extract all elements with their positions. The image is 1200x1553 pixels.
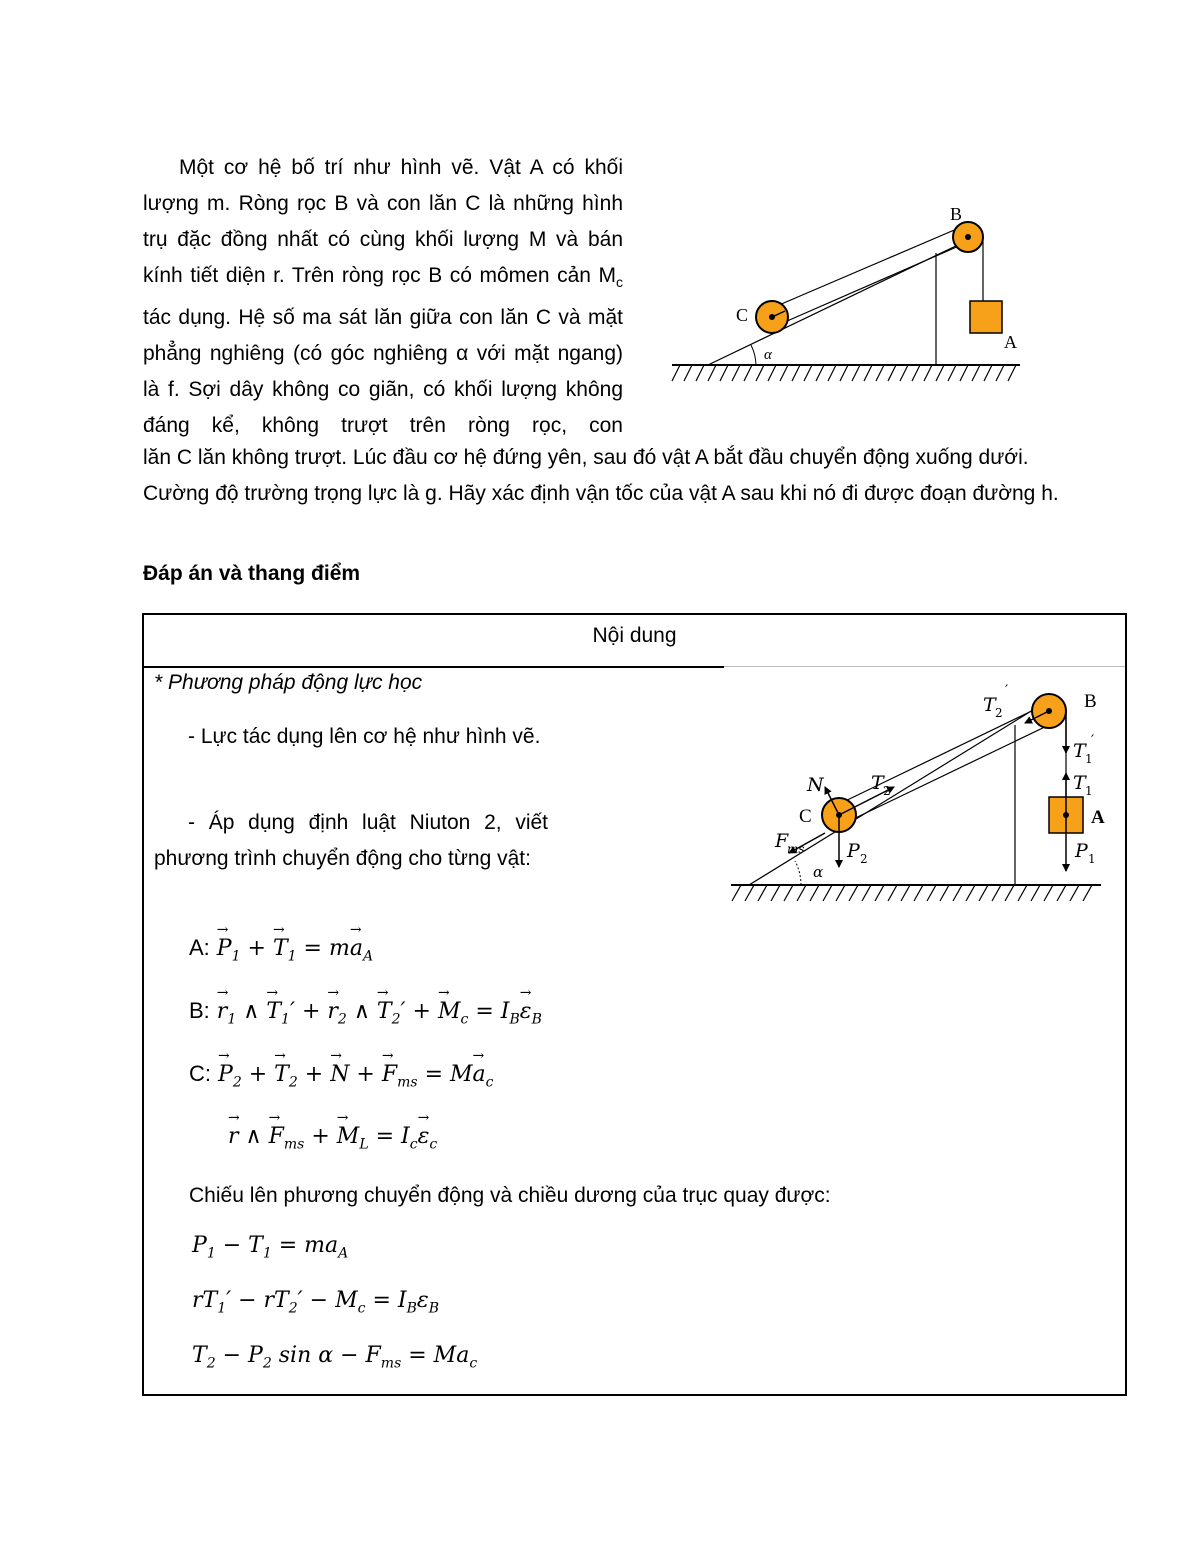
scalar-equation-b: $rT_1' - rT_2' - M_c = I_B\varepsilon_B$ (192, 1288, 439, 1317)
label-b: B (1084, 691, 1097, 712)
projection-text: Chiếu lên phương chuyển động và chiều dương của trục quay được: (189, 1184, 831, 1207)
label-p2: P (847, 840, 860, 862)
svg-text:ms: ms (787, 842, 805, 856)
rope-lower (778, 242, 968, 325)
svg-text:1: 1 (1088, 852, 1096, 866)
equation-a-label: A: (189, 935, 210, 960)
svg-text:1: 1 (1085, 784, 1093, 798)
force-diagram (729, 675, 1109, 910)
answer-heading: Đáp án và thang điểm (143, 562, 361, 585)
block-a (970, 301, 1002, 333)
label-a: A (1004, 332, 1017, 352)
equation-b-label: B: (189, 998, 210, 1023)
scalar-equation-c: $T_2 - P_2$ $\sin \alpha - F_{ms} = Ma_c$ (192, 1343, 478, 1372)
svg-text:1: 1 (1085, 752, 1093, 766)
scalar-equation-a: $P_1 - T_1 = ma_A$ (192, 1233, 349, 1262)
label-alpha: α (764, 347, 772, 363)
label-t1: T (1073, 772, 1086, 794)
incline-surface (749, 705, 1041, 885)
svg-text:′: ′ (1091, 733, 1095, 749)
label-p1: P (1075, 840, 1088, 862)
svg-text:′: ′ (1005, 683, 1009, 699)
equation-b: B: → $r_1$ ∧ → $T_1'$ + → $r_2$ ∧ → $T_2'$ + → $M_c = I_B\to \varepsilon_B$ (189, 998, 542, 1027)
angle-arc (751, 345, 756, 365)
table-header: Nội dung (592, 624, 677, 647)
equation-c-label: C: (189, 1061, 211, 1086)
problem-text-continued (143, 440, 1063, 512)
svg-text:2: 2 (995, 706, 1003, 720)
rope-upper (837, 705, 1044, 805)
label-n: N (807, 774, 824, 796)
answer-table (142, 613, 1127, 1396)
step-forces: - Lực tác dụng lên cơ hệ như hình vẽ. (188, 725, 541, 748)
label-alpha: α (813, 863, 824, 881)
mechanism-figure (670, 195, 1030, 405)
label-t2-prime: T (983, 694, 996, 716)
problem-line1: Một cơ hệ bố trí như hình vẽ. Vật A có khối lượng m. Ròng rọc B và con lăn C là những hình trụ đặc đồng nhất có cùng khối lượng M và bán kính tiết diện r. Trên ròng rọc B có mômen cản M (143, 156, 623, 287)
svg-text:2: 2 (860, 852, 868, 866)
problem-line3: lăn C lăn không trượt. Lúc đầu cơ hệ đứng yên, sau đó vật A bắt đầu chuyển động xuống dưới. Cường độ trường trọng lực là g. Hãy xác định vận tốc của vật A sau khi nó đi được đoạn đường h. (143, 446, 1059, 505)
equation-c-rotation: → r ∧ → $F_{ms}$ + → $M_L = I_c\to \varepsilon_c$ (228, 1124, 437, 1152)
problem-line2: tác dụng. Hệ số ma sát lăn giữa con lăn C và mặt phẳng nghiêng (có góc nghiêng α với mặt ngang) là f. Sợi dây không co giãn, có khối lượng không đáng kể, không trượt trên ròng rọc, con (143, 306, 623, 438)
equation-a: A: → $P_1$ + → $T_1 = m\to a_A$ (189, 935, 373, 964)
step-newton: - Áp dụng định luật Niuton 2, viết phương trình chuyển động cho từng vật: (154, 811, 548, 870)
label-b: B (950, 204, 963, 224)
label-c: C (736, 305, 749, 325)
label-a: A (1091, 807, 1105, 828)
svg-text:2: 2 (883, 784, 891, 798)
label-t2: T (871, 772, 884, 794)
label-fms: F (775, 830, 789, 852)
equation-c: C: → $P_2$ + → $T_2$ + → N + → $F_{ms} = M\to a_c$ (189, 1061, 494, 1090)
problem-text (143, 150, 623, 444)
ground-hatch (672, 365, 1016, 381)
rope-upper (772, 225, 966, 308)
mc-subscript: c (616, 274, 623, 291)
label-t1-prime: T (1073, 740, 1086, 762)
angle-arc (795, 861, 801, 885)
method-title: * Phương pháp động lực học (154, 671, 423, 694)
label-c: C (799, 806, 812, 827)
ground-hatch (732, 885, 1092, 901)
